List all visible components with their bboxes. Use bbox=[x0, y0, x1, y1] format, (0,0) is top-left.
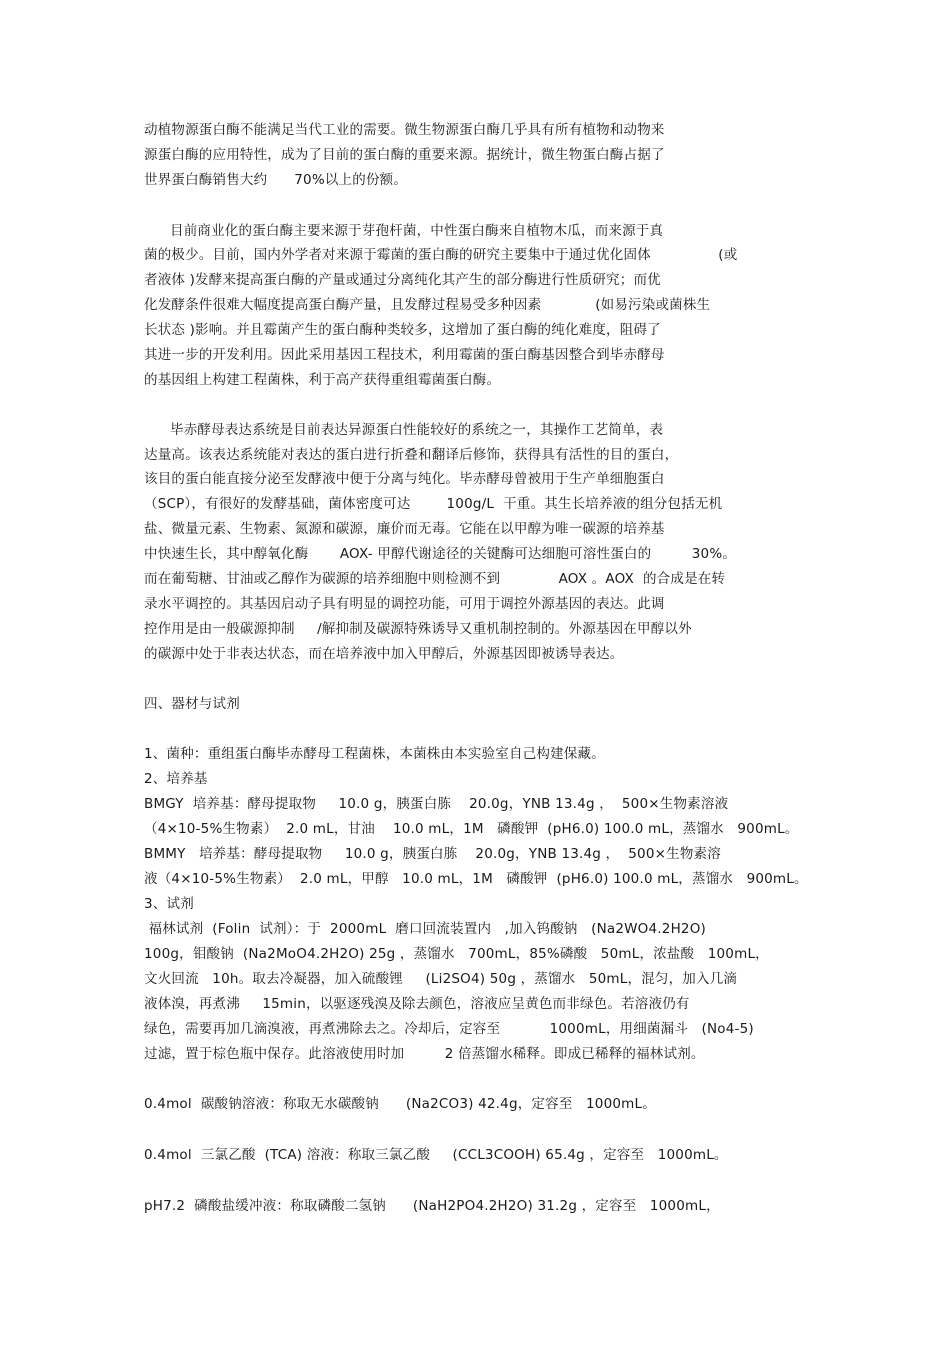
text-line: （SCP），有很好的发酵基础，菌体密度可达 100g/L 干重。其生长培养液的组分包括无机 bbox=[144, 496, 723, 512]
text-line: 录水平调控的。其基因启动子具有明显的调控功能，可用于调控外源基因的表达。此调 bbox=[144, 596, 665, 612]
text-line: 其进一步的开发利用。因此采用基因工程技术，利用霉菌的蛋白酶基因整合到毕赤酵母 bbox=[144, 347, 665, 363]
text-line: 源蛋白酶的应用特性，成为了目前的蛋白酶的重要来源。据统计，微生物蛋白酶占据了 bbox=[144, 147, 665, 163]
text-line: 动植物源蛋白酶不能满足当代工业的需要。微生物源蛋白酶几乎具有所有植物和动物来 bbox=[144, 122, 665, 138]
text-line: 盐、微量元素、生物素、氮源和碳源，廉价而无毒。它能在以甲醇为唯一碳源的培养基 bbox=[144, 521, 665, 537]
text-line: 过滤，置于棕色瓶中保存。此溶液使用时加 2 倍蒸馏水稀释。即成已稀释的福林试剂。 bbox=[144, 1046, 705, 1062]
text-line: 菌的极少。目前，国内外学者对来源于霉菌的蛋白酶的研究主要集中于通过优化固体 (或 bbox=[144, 247, 738, 263]
text-line: 的碳源中处于非表达状态，而在培养液中加入甲醇后，外源基因即被诱导表达。 bbox=[144, 646, 624, 662]
list-item-strain: 1、菌种：重组蛋白酶毕赤酵母工程菌株，本菌株由本实验室自己构建保藏。 bbox=[144, 746, 605, 762]
phosphate-buffer: pH7.2 磷酸盐缓冲液：称取磷酸二氢钠 (NaH2PO4.2H2O) 31.2g ，定容至 1000mL， bbox=[144, 1198, 720, 1214]
tca-solution: 0.4mol 三氯乙酸 (TCA) 溶液：称取三氯乙酸 (CCL3COOH) 65.4g ，定容至 1000mL。 bbox=[144, 1147, 728, 1163]
text-line: 长状态 )影响。并且霉菌产生的蛋白酶种类较多，这增加了蛋白酶的纯化难度，阻碍了 bbox=[144, 322, 661, 338]
text-line: 者液体 )发酵来提高蛋白酶的产量或通过分离纯化其产生的部分酶进行性质研究；而优 bbox=[144, 272, 661, 288]
text-line: BMMY 培养基：酵母提取物 10.0 g，胰蛋白胨 20.0g，YNB 13.4g ， 500×生物素溶 bbox=[144, 846, 721, 862]
text-line: （4×10-5%生物素） 2.0 mL，甘油 10.0 mL，1M 磷酸钾 (pH6.0) 100.0 mL，蒸馏水 900mL。 bbox=[144, 821, 799, 837]
text-line: 而在葡萄糖、甘油或乙醇作为碳源的培养细胞中则检测不到 AOX 。AOX 的合成是在转 bbox=[144, 571, 726, 587]
text-line: BMGY 培养基：酵母提取物 10.0 g，胰蛋白胨 20.0g，YNB 13.4g ， 500×生物素溶液 bbox=[144, 796, 729, 812]
text-line: 绿色，需要再加几滴溴液，再煮沸除去之。冷却后，定容至 1000mL，用细菌漏斗 (No4-5) bbox=[144, 1021, 754, 1037]
text-line: 该目的蛋白能直接分泌至发酵液中便于分离与纯化。毕赤酵母曾被用于生产单细胞蛋白 bbox=[144, 471, 665, 487]
sodium-carbonate-solution: 0.4mol 碳酸钠溶液：称取无水碳酸钠 (Na2CO3) 42.4g，定容至 1000mL。 bbox=[144, 1096, 656, 1112]
section-heading: 四、器材与试剂 bbox=[144, 696, 240, 712]
text-line: 化发酵条件很难大幅度提高蛋白酶产量，且发酵过程易受多种因素 (如易污染或菌株生 bbox=[144, 297, 711, 313]
text-line: 毕赤酵母表达系统是目前表达异源蛋白性能较好的系统之一，其操作工艺简单，表 bbox=[170, 422, 664, 438]
text-line: 文火回流 10h。取去冷凝器，加入硫酸锂 (Li2SO4) 50g ，蒸馏水 50mL，混匀，加入几滴 bbox=[144, 971, 738, 987]
list-item-reagents: 3、试剂 bbox=[144, 896, 194, 912]
list-item-media: 2、培养基 bbox=[144, 771, 208, 787]
text-line: 中快速生长，其中醇氧化酶 AOX- 甲醇代谢途径的关键酶可达细胞可溶性蛋白的 30%。 bbox=[144, 546, 737, 562]
text-line: 世界蛋白酶销售大约 70%以上的份额。 bbox=[144, 172, 408, 188]
text-line: 100g，钼酸钠 (Na2MoO4.2H2O) 25g ，蒸馏水 700mL，85%磷酸 50mL，浓盐酸 100mL， bbox=[144, 946, 769, 962]
text-line: 福林试剂 (Folin 试剂）：于 2000mL 磨口回流装置内 ,加入钨酸钠 (Na2WO4.2H2O) bbox=[144, 921, 707, 937]
text-line: 的基因组上构建工程菌株，利于高产获得重组霉菌蛋白酶。 bbox=[144, 372, 501, 388]
text-line: 目前商业化的蛋白酶主要来源于芽孢杆菌，中性蛋白酶来自植物木瓜，而来源于真 bbox=[170, 223, 664, 239]
text-line: 液体溴，再煮沸 15min，以驱逐残溴及除去颜色，溶液应呈黄色而非绿色。若溶液仍有 bbox=[144, 996, 690, 1012]
text-line: 控作用是由一般碳源抑制 /解抑制及碳源特殊诱导又重机制控制的。外源基因在甲醇以外 bbox=[144, 621, 692, 637]
text-line: 液（4×10-5%生物素） 2.0 mL，甲醇 10.0 mL，1M 磷酸钾 (pH6.0) 100.0 mL，蒸馏水 900mL。 bbox=[144, 871, 808, 887]
text-line: 达量高。该表达系统能对表达的蛋白进行折叠和翻译后修饰，获得具有活性的目的蛋白， bbox=[144, 447, 679, 463]
